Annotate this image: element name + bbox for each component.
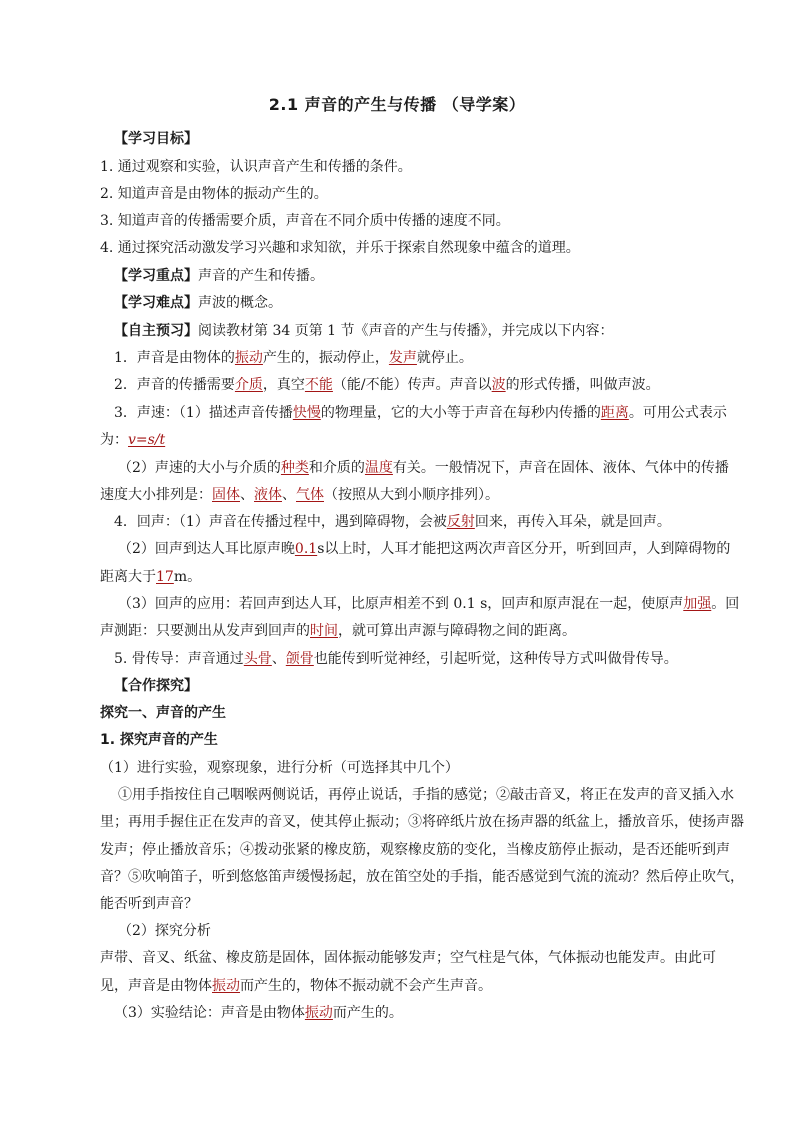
experiment-text-line-5: 能否听到声音？ [100, 896, 198, 912]
experiment-step-1: （1）进行实验，观察现象，进行分析（可选择其中几个） [100, 760, 459, 776]
preview-question-4-line-4: （3）回声的应用：若回声到达人耳，比原声相差不到 0.1 s，回声和原声混在一起，使原声加强。回 [118, 596, 740, 612]
difficulty-point: 【学习难点】声波的概念。 [114, 295, 282, 311]
objective-item-2: 2. 知道声音是由物体的振动产生的。 [100, 186, 328, 202]
speed-formula: v=s/t [128, 432, 166, 448]
analysis-step: （2）探究分析 [118, 923, 211, 939]
preview-question-3-line-3: （2）声速的大小与介质的种类和介质的温度有关。一般情况下，声音在固体、液体、气体中的传播 [118, 460, 729, 476]
objective-item-1: 1. 通过观察和实验，认识声音产生和传播的条件。 [100, 159, 412, 175]
explore-heading: 【合作探究】 [114, 678, 198, 694]
key-point: 【学习重点】声音的产生和传播。 [114, 268, 324, 284]
objective-item-3: 3. 知道声音的传播需要介质，声音在不同介质中传播的速度不同。 [100, 213, 510, 229]
objective-item-4: 4. 通过探究活动激发学习兴趣和求知欲，并乐于探索自然现象中蕴含的道理。 [100, 240, 580, 256]
experiment-text-line-1: ①用手指按住自己咽喉两侧说话，再停止说话，手指的感觉；②敲击音叉，将正在发声的音叉插入水 [118, 787, 734, 803]
preview-question-4-line-3: 距离大于17m。 [100, 569, 202, 585]
preview-question-4-line-5: 声测距：只要测出从发声到回声的时间，就可算出声源与障碍物之间的距离。 [100, 623, 576, 639]
preview-question-4-line-1: 4．回声：（1）声音在传播过程中，遇到障碍物，会被反射回来，再传入耳朵，就是回声。 [114, 514, 671, 530]
experiment-text-line-4: 音？⑤吹响笛子，听到悠悠笛声缓慢扬起，放在笛空处的手指，能否感觉到气流的流动？然后停止吹气， [100, 869, 744, 885]
preview-intro: 【自主预习】阅读教材第 34 页第 1 节《声音的产生与传播》，并完成以下内容： [114, 323, 614, 339]
analysis-text-line-1: 声带、音叉、纸盆、橡皮筋是固体，固体振动能够发声；空气柱是气体，气体振动也能发声。由此可 [100, 950, 716, 966]
preview-question-4-line-2: （2）回声到达人耳比原声晚0.1s以上时，人耳才能把这两次声音区分开，听到回声，人到障碍物的 [118, 541, 731, 557]
page-title: 2.1 声音的产生与传播 （导学案） [268, 95, 526, 114]
explore-subsection-1: 1. 探究声音的产生 [100, 732, 218, 748]
preview-question-3-line-1: 3．声速：（1）描述声音传播快慢的物理量，它的大小等于声音在每秒内传播的距离。可用公式表示 [114, 405, 727, 421]
preview-question-5: 5. 骨传导：声音通过头骨、颌骨也能传到听觉神经，引起听觉，这种传导方式叫做骨传导。 [114, 651, 678, 667]
preview-question-3-line-2: 为：v=s/t [100, 432, 166, 448]
objectives-heading: 【学习目标】 [114, 131, 198, 147]
experiment-text-line-2: 里；再用手握住正在发声的音叉，使其停止振动；③将碎纸片放在扬声器的纸盆上，播放音乐，使扬声器 [100, 814, 744, 830]
analysis-text-line-2: 见，声音是由物体振动而产生的，物体不振动就不会产生声音。 [100, 978, 492, 994]
preview-question-2: 2．声音的传播需要介质，真空不能（能/不能）传声。声音以波的形式传播，叫做声波。 [114, 377, 660, 393]
experiment-conclusion: （3）实验结论：声音是由物体振动而产生的。 [114, 1005, 403, 1021]
experiment-text-line-3: 发声；停止播放音乐；④拨动张紧的橡皮筋，观察橡皮筋的变化，当橡皮筋停止振动，是否还能听到声 [100, 842, 730, 858]
preview-question-3-line-4: 速度大小排列是：固体、液体、气体（按照从大到小顺序排列）。 [100, 487, 499, 503]
preview-question-1: 1．声音是由物体的振动产生的，振动停止，发声就停止。 [114, 350, 473, 366]
explore-part-1: 探究一、声音的产生 [100, 705, 226, 721]
